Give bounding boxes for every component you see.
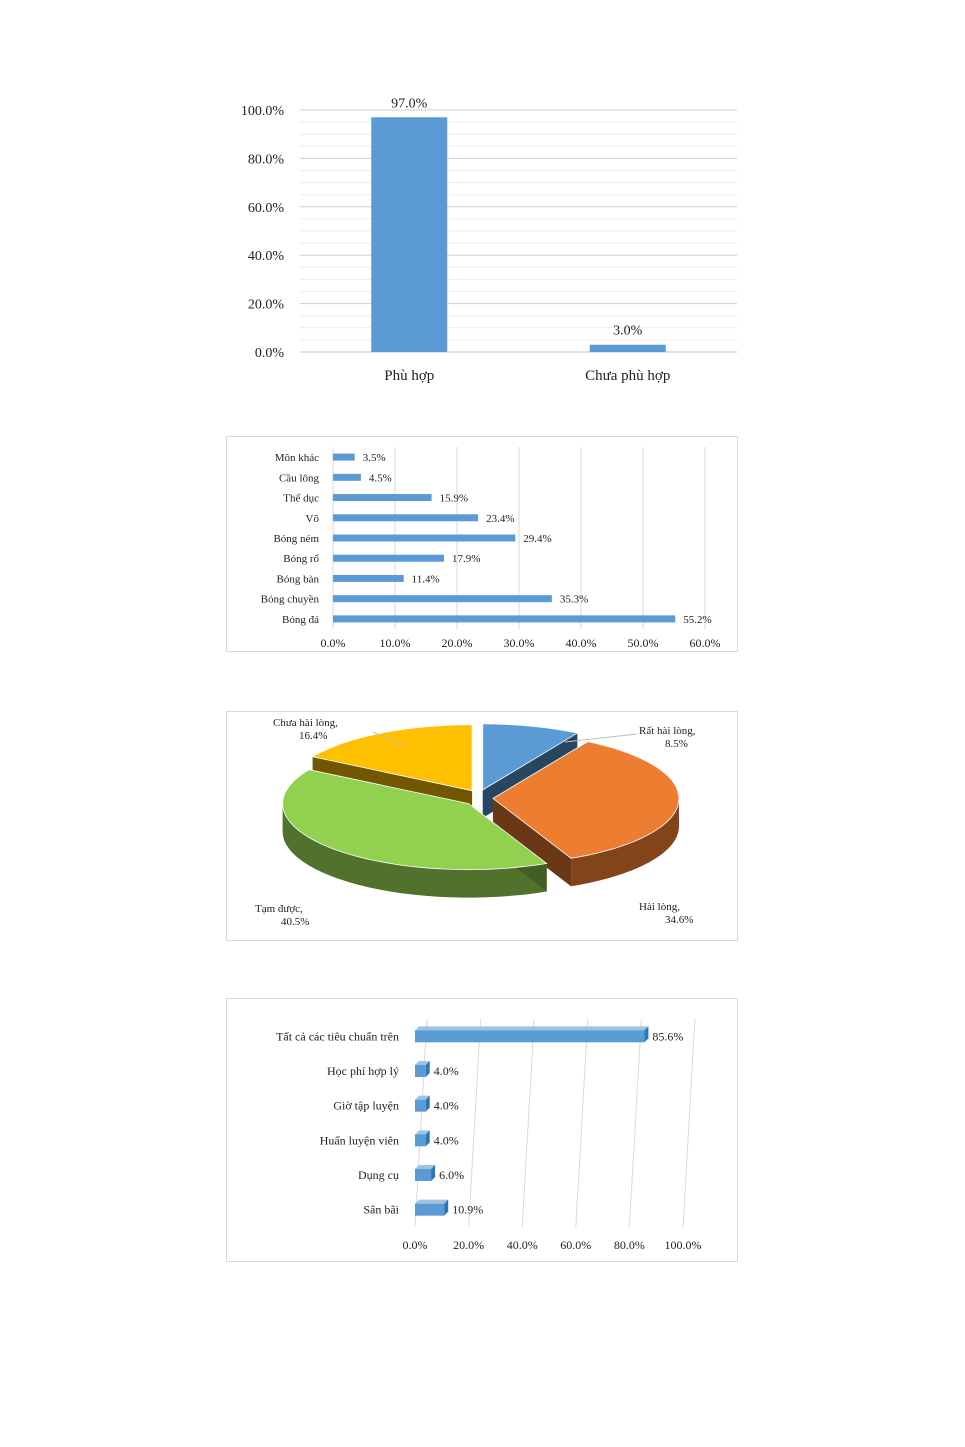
- chart-satisfaction-svg: [227, 712, 737, 940]
- x-tick-label: 10.0%: [379, 636, 411, 650]
- pie-label-value: 40.5%: [281, 916, 310, 928]
- y-category-label: Bóng đá: [282, 613, 319, 626]
- gridline: [629, 1019, 641, 1227]
- data-label: 10.9%: [452, 1202, 484, 1217]
- x-tick-label: 40.0%: [506, 1238, 538, 1252]
- y-category-label: Dụng cụ: [358, 1168, 399, 1182]
- pie-label-name: Chưa hài lòng,: [273, 717, 338, 729]
- bar: [333, 514, 478, 521]
- y-category-label: Tất cả các tiêu chuẩn trên: [276, 1029, 399, 1044]
- y-tick-label: 0.0%: [254, 346, 284, 361]
- data-label: 4.0%: [433, 1064, 459, 1078]
- bar: [371, 117, 447, 352]
- data-label: 3.5%: [362, 452, 386, 465]
- data-label: 4.0%: [433, 1133, 459, 1148]
- x-tick-label: 40.0%: [565, 636, 597, 650]
- chart-criteria: [226, 998, 738, 1262]
- bar: [333, 454, 355, 461]
- pie-label-value: 16.4%: [299, 730, 328, 742]
- data-label: 15.9%: [439, 492, 469, 505]
- y-category-label: Bóng ném: [273, 533, 319, 545]
- bar-top: [415, 1026, 648, 1030]
- bar: [333, 474, 361, 481]
- x-tick-label: 80.0%: [613, 1238, 645, 1252]
- bar: [333, 535, 515, 542]
- data-label: 4.5%: [368, 472, 392, 485]
- pie-label-name: Rất hài lòng,: [639, 725, 696, 737]
- chart-sports-svg: [227, 437, 737, 651]
- pie-label-value: 8.5%: [665, 738, 688, 750]
- y-category-label: Bóng chuyền: [260, 593, 319, 606]
- gridline: [415, 1019, 427, 1227]
- data-label: 6.0%: [439, 1168, 465, 1182]
- y-tick-label: 80.0%: [247, 152, 284, 168]
- y-category-label: Giờ tập luyện: [333, 1098, 399, 1113]
- bar: [333, 615, 675, 622]
- data-label: 11.4%: [411, 573, 440, 586]
- bar: [415, 1100, 426, 1112]
- bar-top: [415, 1200, 448, 1204]
- chart-sports: [226, 436, 738, 652]
- y-tick-label: 60.0%: [247, 200, 284, 216]
- x-tick-label: 100.0%: [664, 1238, 702, 1252]
- gridline: [469, 1019, 481, 1227]
- y-category-label: Huấn luyện viên: [319, 1133, 399, 1148]
- bar: [415, 1065, 426, 1077]
- bar: [415, 1030, 644, 1042]
- data-label: 17.9%: [451, 553, 481, 566]
- data-label: 85.6%: [652, 1029, 684, 1044]
- chart-suitability: [225, 90, 745, 400]
- x-tick-label: 60.0%: [689, 636, 721, 650]
- y-category-label: Môn khác: [274, 452, 319, 465]
- bar: [333, 555, 444, 562]
- x-tick-label: 20.0%: [453, 1238, 485, 1252]
- y-tick-label: 40.0%: [247, 249, 284, 265]
- x-tick-label: 0.0%: [320, 636, 346, 650]
- data-label: 29.4%: [523, 533, 552, 545]
- bar: [333, 575, 404, 582]
- chart-satisfaction: [226, 711, 738, 941]
- y-category-label: Sân bãi: [363, 1202, 399, 1217]
- y-tick-label: 100.0%: [240, 104, 284, 119]
- data-label: 55.2%: [683, 613, 712, 626]
- pie-label-value: 34.6%: [665, 914, 694, 926]
- chart-criteria-svg: [227, 999, 737, 1261]
- bar: [415, 1169, 431, 1181]
- x-category-label: Phù hợp: [384, 368, 435, 384]
- data-label: 23.4%: [486, 512, 515, 525]
- bar: [333, 494, 432, 501]
- x-tick-label: 50.0%: [627, 636, 659, 650]
- x-tick-label: 0.0%: [402, 1238, 428, 1252]
- bar: [590, 345, 666, 352]
- pie-label-name: Hài lòng,: [639, 901, 680, 913]
- gridline: [522, 1019, 534, 1227]
- data-label: 3.0%: [613, 323, 643, 339]
- y-category-label: Bóng rổ: [283, 553, 319, 566]
- gridline: [683, 1019, 695, 1227]
- y-category-label: Thể dục: [283, 492, 319, 505]
- x-tick-label: 20.0%: [441, 636, 473, 650]
- bar: [415, 1204, 444, 1216]
- data-label: 97.0%: [391, 96, 428, 112]
- bar: [333, 595, 552, 602]
- x-tick-label: 30.0%: [503, 636, 535, 650]
- bar: [415, 1134, 426, 1146]
- chart-suitability-svg: [225, 90, 745, 400]
- x-category-label: Chưa phù hợp: [585, 368, 671, 384]
- y-tick-label: 20.0%: [247, 297, 284, 313]
- x-tick-label: 60.0%: [560, 1238, 592, 1252]
- y-category-label: Võ: [305, 512, 319, 525]
- data-label: 35.3%: [559, 593, 589, 606]
- y-category-label: Bóng bàn: [276, 573, 319, 586]
- data-label: 4.0%: [433, 1098, 459, 1113]
- y-category-label: Học phí hợp lý: [326, 1064, 399, 1078]
- y-category-label: Cầu lông: [278, 472, 319, 485]
- gridline: [576, 1019, 588, 1227]
- pie-label-name: Tạm được,: [255, 903, 303, 915]
